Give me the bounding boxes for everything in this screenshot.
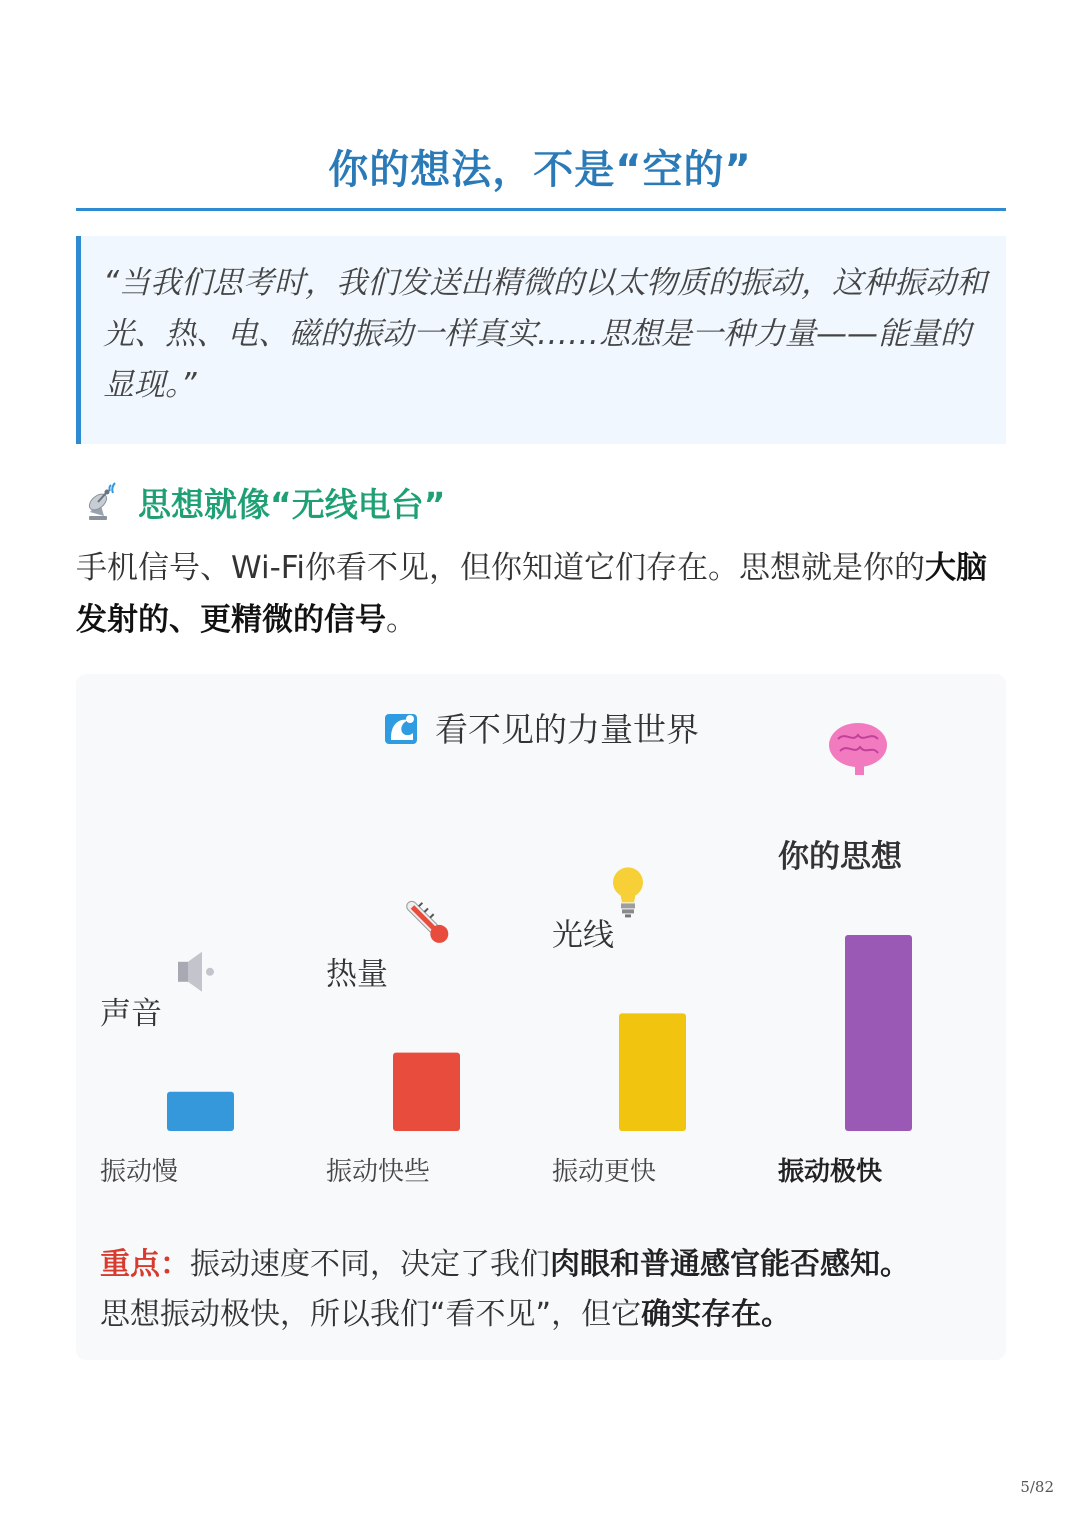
paragraph-end: 。 — [386, 602, 417, 638]
value-label: 振动快些 — [326, 1157, 431, 1187]
section-heading-text: 思想就像“无线电台” — [138, 484, 446, 524]
category-label: 光线 — [552, 917, 614, 954]
speaker-icon — [178, 952, 214, 992]
value-label: 振动极快 — [778, 1157, 883, 1187]
note-emphasis-1: 肉眼和普通感官能否感知。 — [550, 1247, 910, 1282]
value-label: 振动慢 — [100, 1157, 179, 1187]
note-text-2: 思想振动极快，所以我们“看不见”，但它 — [100, 1297, 642, 1332]
bar-1 — [167, 1092, 234, 1131]
bar-2 — [393, 1053, 460, 1131]
chart-title: 看不见的力量世界 — [435, 710, 699, 749]
category-label: 声音 — [100, 995, 162, 1032]
chart-panel — [76, 674, 1006, 1360]
thermometer-icon — [402, 896, 453, 947]
light-bulb-icon — [613, 867, 643, 917]
bar-3 — [619, 1013, 686, 1131]
note-emphasis-2: 确实存在。 — [641, 1297, 792, 1332]
page-title: 你的想法，不是“空的” — [328, 147, 752, 193]
page-number: 5/82 — [1020, 1478, 1054, 1496]
key-point-note — [100, 1240, 1000, 1340]
bar-4 — [845, 935, 912, 1131]
title-divider — [76, 208, 1006, 211]
paragraph-text: 手机信号、Wi-Fi你看不见，但你知道它们存在。思想就是你的 — [76, 550, 925, 586]
paragraph-emphasis: 大脑发射的、更精微的信号 — [76, 550, 987, 638]
key-point-label: 重点： — [100, 1247, 190, 1282]
brain-icon — [829, 723, 887, 775]
note-text-1: 振动速度不同，决定了我们 — [190, 1247, 550, 1282]
quote-block: “当我们思考时，我们发送出精微的以太物质的振动，这种振动和光、热、电、磁的振动一样真实……思想是一种力量——能量的显现。” — [76, 236, 1006, 444]
category-label: 热量 — [326, 956, 388, 993]
section-paragraph — [76, 542, 1008, 646]
section-heading — [84, 480, 445, 524]
bar-chart — [76, 674, 1006, 1234]
category-label: 你的思想 — [778, 839, 902, 875]
satellite-dish-icon — [84, 482, 120, 522]
value-label: 振动更快 — [552, 1157, 657, 1187]
